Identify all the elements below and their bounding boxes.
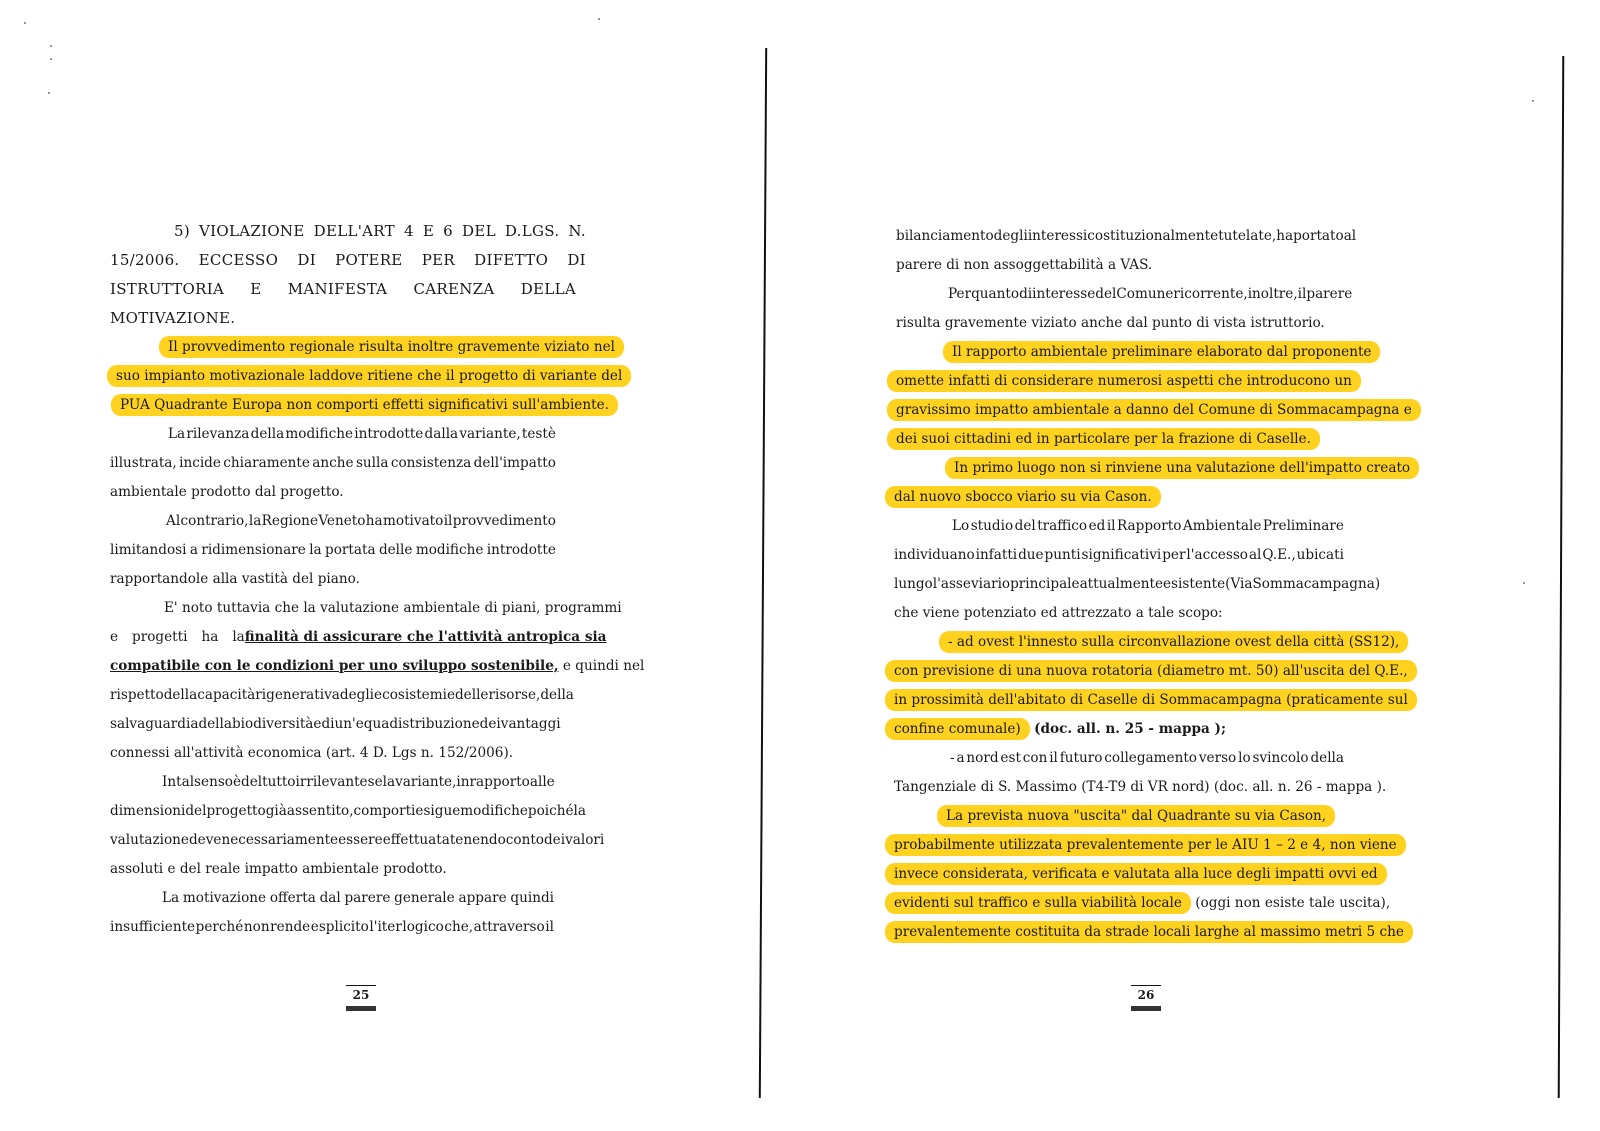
highlighted-line: suo impianto motivazionale laddove ritiene che il progetto di variante del [116,367,631,385]
highlighted-line: In primo luogo non si rinviene una valutazione dell'impatto creato [954,459,1419,477]
paragraph-line: rispetto della capacità rigenerativa degli ecosistemi e delle risorse, della [110,687,574,703]
section-heading-line-4: MOTIVAZIONE. [110,309,236,327]
scan-speck [50,58,52,60]
highlighted-line: - ad ovest l'innesto sulla circonvallazione ovest della città (SS12), [948,633,1408,651]
paragraph-line: In tal senso è del tutto irrilevante se la variante, in rapporto alle [162,774,555,790]
section-heading-line-3: ISTRUTTORIA E MANIFESTA CARENZA DELLA [110,280,576,298]
scan-speck [50,45,52,47]
scan-speck [24,22,26,24]
paragraph-line: Per quanto di interesse del Comune ricorrente, inoltre, il parere [948,286,1353,302]
paragraph-line: E' noto tuttavia che la valutazione ambientale di piani, programmi [164,600,622,616]
paragraph-line: La rilevanza della modifiche introdotte dalla variante, testè [168,426,556,442]
page-number-25: 25 [346,985,376,1011]
scan-speck [1523,582,1525,584]
section-heading-line-2: 15/2006. ECCESSO DI POTERE PER DIFETTO DI [110,251,586,269]
paragraph-line: compatibile con le condizioni per uno sviluppo sostenibile, e quindi nel [110,658,645,674]
paragraph-line: parere di non assoggettabilità a VAS. [896,257,1153,273]
paragraph-line: Tangenziale di S. Massimo (T4-T9 di VR nord) (doc. all. n. 26 - mappa ). [894,779,1387,795]
paragraph-line: risulta gravemente viziato anche dal punto di vista istruttorio. [896,315,1325,331]
paragraph-line: Al contrario, la Regione Veneto ha motivato il provvedimento [166,513,556,529]
page-binding-line-left [759,48,767,1098]
paragraph-line: La motivazione offerta dal parere generale appare quindi [162,890,554,906]
highlighted-line: Il provvedimento regionale risulta inoltre gravemente viziato nel [168,338,624,356]
highlighted-line: gravissimo impatto ambientale a danno del Comune di Sommacampagna e [896,401,1421,419]
paragraph-line: valutazione deve necessariamente essere effettuata tenendo conto dei valori [110,832,605,848]
highlighted-line: dei suoi cittadini ed in particolare per la frazione di Caselle. [896,430,1320,448]
paragraph-line: Lo studio del traffico ed il Rapporto Ambientale Preliminare [952,518,1344,534]
highlighted-line: dal nuovo sbocco viario su via Cason. [894,488,1161,506]
underlined-phrase: compatibile con le condizioni per uno sviluppo sostenibile, [110,658,559,674]
page-binding-line-right [1558,56,1565,1098]
page-number-26: 26 [1131,985,1161,1011]
scan-speck [48,92,50,94]
paragraph-line: assoluti e del reale impatto ambientale prodotto. [110,861,447,877]
highlighted-line: con previsione di una nuova rotatoria (diametro mt. 50) all'uscita del Q.E., [894,662,1417,680]
paragraph-line: insufficiente perché non rende esplicito l'iter logico che, attraverso il [110,919,554,935]
paragraph-line: e progetti ha la finalità di assicurare che l'attività antropica sia [110,629,607,645]
highlighted-line: Il rapporto ambientale preliminare elaborato dal proponente [952,343,1380,361]
paragraph-line: - a nord est con il futuro collegamento verso lo svincolo della [950,750,1344,766]
paragraph-line: che viene potenziato ed attrezzato a tale scopo: [894,605,1223,621]
highlighted-line: in prossimità dell'abitato di Caselle di Sommacampagna (praticamente sul [894,691,1417,709]
highlighted-line: evidenti sul traffico e sulla viabilità locale (oggi non esiste tale uscita), [894,894,1390,912]
paragraph-line: salvaguardia della biodiversità e di un'equa distribuzione dei vantaggi [110,716,561,732]
section-heading-line-1: 5) VIOLAZIONE DELL'ART 4 E 6 DEL D.LGS. N. [174,222,586,240]
paragraph-line: ambientale prodotto dal progetto. [110,484,344,500]
highlighted-line: omette infatti di considerare numerosi aspetti che introducono un [896,372,1361,390]
highlighted-line: prevalentemente costituita da strade locali larghe al massimo metri 5 che [894,923,1413,941]
paragraph-line: illustrata, incide chiaramente anche sulla consistenza dell'impatto [110,455,556,471]
highlighted-line: PUA Quadrante Europa non comporti effetti significativi sull'ambiente. [120,396,618,414]
highlighted-line: confine comunale) (doc. all. n. 25 - mappa ); [894,720,1226,738]
paragraph-line: limitandosi a ridimensionare la portata delle modifiche introdotte [110,542,556,558]
paragraph-line: rapportandole alla vastità del piano. [110,571,360,587]
paragraph-line: connessi all'attività economica (art. 4 D. Lgs n. 152/2006). [110,745,514,761]
highlighted-line: probabilmente utilizzata prevalentemente per le AIU 1 – 2 e 4, non viene [894,836,1406,854]
underlined-phrase: finalità di assicurare che l'attività antropica sia [244,629,607,645]
highlighted-line: La prevista nuova "uscita" dal Quadrante su via Cason, [946,807,1335,825]
scan-speck [598,18,600,20]
highlighted-line: invece considerata, verificata e valutata alla luce degli impatti ovvi ed [894,865,1387,883]
paragraph-line: bilanciamento degli interessi costituzionalmente tutelate, ha portato al [896,228,1357,244]
paragraph-line: lungo l'asse viario principale attualmente esistente (Via Sommacampagna) [894,576,1381,592]
paragraph-line: dimensioni del progetto già assentito, comporti esigue modifiche poiché la [110,803,586,819]
scan-speck [1532,100,1534,102]
paragraph-line: individuano infatti due punti significativi per l'accesso al Q.E., ubicati [894,547,1344,563]
